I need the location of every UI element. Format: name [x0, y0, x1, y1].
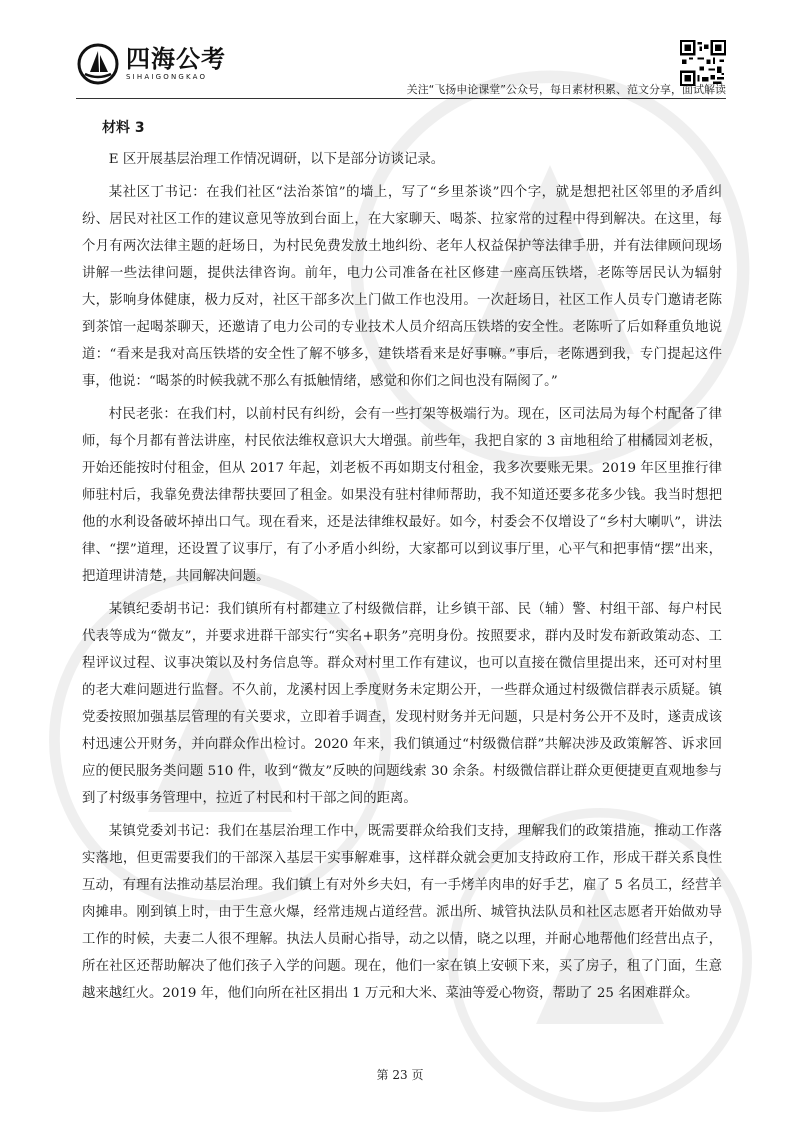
brand-name-latin: SIHAIGONGKAO: [126, 73, 208, 81]
material-section: [82, 118, 722, 1013]
brand-name: 四海公考: [126, 45, 226, 73]
material-intro: E 区开展基层治理工作情况调研，以下是部分访谈记录。: [108, 152, 445, 167]
page-header: [0, 0, 800, 100]
interview-paragraph: 某镇党委刘书记：我们在基层治理工作中，既需要群众给我们支持，理解我们的政策措施，推动工作落实落地，但更需要我们的干部深入基层干实事解难事，这样群众就会更加支持政府工作，形成干群关系良性互动，有理有法推动基层治理。我们镇上有对外乡夫妇，有一手烤羊肉串的好手艺，雇了 5 名员工，经营羊肉摊串。刚到镇上时，由于生意火爆，经常违规占道经营。派出所、城管执法队员和社区志愿者开始做劝导工作的时候，夫妻二人很不理解。执法人员耐心指导，动之以情，晓之以理，并耐心地帮他们经营出点子，所在社区还帮助解决了他们孩子入学的问题。现在，他们一家在镇上安顿下来，买了房子，租了门面，生意越来越红火。2019 年，他们向所在社区捐出 1 万元和大米、菜油等爱心物资，帮助了 25 名困难群众。: [82, 824, 722, 1001]
sailboat-logo-icon: [76, 42, 120, 86]
material-title: 材料 3: [102, 120, 145, 136]
interview-paragraph: 村民老张：在我们村，以前村民有纠纷，会有一些打架等极端行为。现在，区司法局为每个村配备了律师，每个月都有普法讲座，村民依法维权意识大大增强。前些年，我把自家的 3 亩地租给了柑橘园刘老板，开始还能按时付租金，但从 2017 年起，刘老板不再如期支付租金，我多次要账无果。2019 年区里推行律师驻村后，我靠免费法律帮扶要回了租金。如果没有驻村律师帮助，我不知道还要多花多少钱。我当时想把他的水利设备破坏掉出口气。现在看来，还是法律维权最好。如今，村委会不仅增设了“乡村大喇叭”，讲法律、“摆”道理，还设置了议事厅，有了小矛盾小纠纷，大家都可以到议事厅里，心平气和把事情“摆”出来，把道理讲清楚，共同解决问题。: [82, 407, 722, 584]
interview-paragraph: 某社区丁书记：在我们社区“法治茶馆”的墙上，写了“乡里茶谈”四个字，就是想把社区邻里的矛盾纠纷、居民对社区工作的建议意见等放到台面上，在大家聊天、喝茶、拉家常的过程中得到解决。在这里，每个月有两次法律主题的赶场日，为村民免费发放土地纠纷、老年人权益保护等法律手册，并有法律顾问现场讲解一些法律问题，提供法律咨询。前年，电力公司准备在社区修建一座高压铁塔，老陈等居民认为辐射大，影响身体健康，极力反对，社区干部多次上门做工作也没用。一次赶场日，社区工作人员专门邀请老陈到茶馆一起喝茶聊天，还邀请了电力公司的专业技术人员介绍高压铁塔的安全性。老陈听了后如释重负地说道：“看来是我对高压铁塔的安全性了解不够多，建铁塔看来是好事嘛。”事后，老陈遇到我，专门提起这件事，他说：“喝茶的时候我就不那么有抵触情绪，感觉和你们之间也没有隔阂了。”: [82, 185, 722, 389]
header-divider: [76, 98, 726, 99]
header-tagline: 关注“飞扬申论课堂”公众号，每日素材积累、范文分享，面试解读: [406, 83, 726, 96]
interview-paragraph: 某镇纪委胡书记：我们镇所有村都建立了村级微信群，让乡镇干部、民（辅）警、村组干部、每户村民代表等成为“微友”，并要求进群干部实行“实名+职务”亮明身份。按照要求，群内及时发布新政策动态、工程评议过程、议事决策以及村务信息等。群众对村里工作有建议，也可以直接在微信里提出来，还可对村里的老大难问题进行监督。不久前，龙溪村因上季度财务未定期公开，一些群众通过村级微信群表示质疑。镇党委按照加强基层管理的有关要求，立即着手调查，发现村财务并无问题，只是村务公开不及时，遂责成该村迅速公开财务，并向群众作出检讨。2020 年来，我们镇通过“村级微信群”共解决涉及政策解答、诉求回应的便民服务类问题 510 件，收到“微友”反映的问题线索 30 余条。村级微信群让群众更便捷更直观地参与到了村级事务管理中，拉近了村民和村干部之间的距离。: [82, 602, 722, 806]
page-number: 第 23 页: [376, 1068, 424, 1082]
brand-logo: [76, 42, 226, 86]
qr-code-icon: [680, 40, 726, 86]
